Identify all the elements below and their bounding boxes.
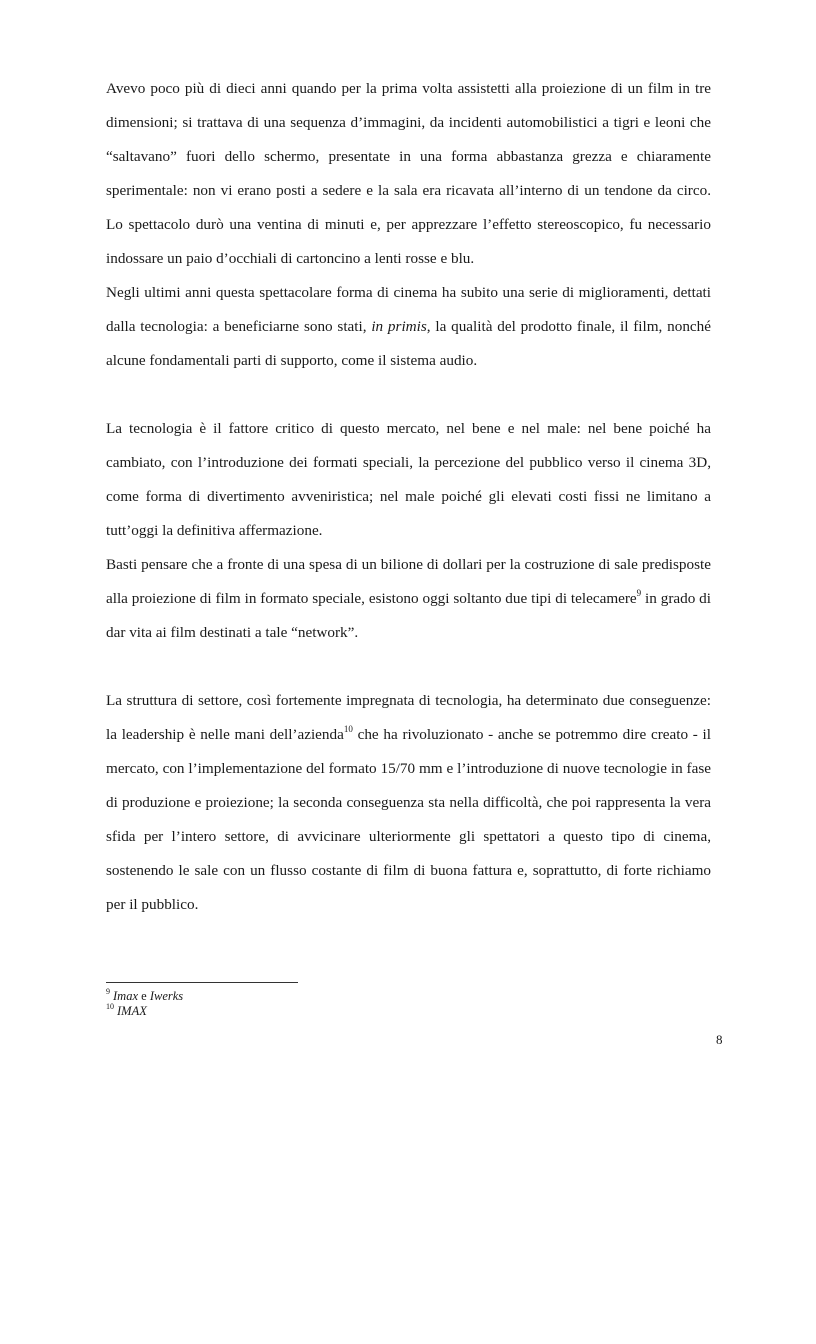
footnote-10	[106, 1001, 711, 1019]
footnote-separator	[106, 982, 298, 983]
footnote-number: 9	[106, 986, 110, 996]
paragraph-cameras-text-end: in grado di dar vita ai film destinati a tale “network”.	[106, 590, 711, 641]
paragraph-technology: La tecnologia è il fattore critico di questo mercato, nel bene e nel male: nel bene poiché ha cambiato, con l’introduzione dei formati speciali, la percezione del pubblico verso il cinema 3D, come forma di divertimento avveniristica; nel male poiché gli elevati costi fissi ne limitano a tutt’oggi la definitiva affermazione.	[106, 420, 711, 539]
footnote-term: Iwerks	[149, 989, 184, 1003]
paragraph-cameras-text-start: Basti pensare che a fronte di una spesa di un bilione di dollari per la costruzione di sale predisposte alla proiezione di film in formato speciale, esistono oggi soltanto due tipi di telecamere	[106, 556, 711, 607]
paragraph-spacer	[106, 378, 711, 412]
page-body	[106, 72, 711, 922]
footnote-term: IMAX	[117, 1004, 147, 1018]
paragraph-spacer	[106, 650, 711, 684]
footnote-number: 10	[106, 1001, 114, 1011]
footnote-joiner: e	[138, 989, 150, 1003]
paragraph-structure-text-end: che ha rivoluzionato - anche se potremmo dire creato - il mercato, con l’implementazione del formato 15/70 mm e l’introduzione di nuove tecnologie in fase di produzione e proiezione; la seconda conseguenza sta nella difficoltà, che poi rappresenta la vera sfida per l’intero settore, di avvicinare ulteriormente gli spettatori a questo tipo di cinema, sostenendo le sale con un flusso costante di film di buona fattura e, soprattutto, di forte richiamo per il pubblico.	[106, 726, 711, 913]
page-number: 8	[716, 1032, 723, 1047]
paragraph-improvements	[106, 276, 711, 378]
paragraph-intro: Avevo poco più di dieci anni quando per la prima volta assistetti alla proiezione di un film in tre dimensioni; si trattava di una sequenza d’immagini, da incidenti automobilistici a tigri e leoni che “saltavano” fuori dello schermo, presentate in una forma abbastanza grezza e chiaramente sperimentale: non vi erano posti a sedere e la sala era ricavata all’interno di un tendone da circo. Lo spettacolo durò una ventina di minuti e, per apprezzare l’effetto stereoscopico, fu necessario indossare un paio d’occhiali di cartoncino a lenti rosse e blu.	[106, 80, 711, 267]
footnotes	[106, 982, 711, 1019]
paragraph-structure-text-start: La struttura di settore, così fortemente impregnata di tecnologia, ha determinato due conseguenze: la leadership è nelle mani dell’azienda	[106, 692, 711, 743]
footnote-ref-9: 9	[636, 587, 642, 598]
paragraph-improvements-text-end: , la qualità del prodotto finale, il film, nonché alcune fondamentali parti di supporto, come il sistema audio.	[106, 318, 711, 369]
footnote-ref-10: 10	[343, 723, 353, 734]
footnote-term: Imax	[113, 989, 138, 1003]
footnote-9	[106, 986, 711, 1004]
paragraph-cameras	[106, 548, 711, 650]
italic-in-primis: in primis	[371, 318, 427, 335]
paragraph-structure	[106, 684, 711, 922]
paragraph-improvements-text-start: Negli ultimi anni questa spettacolare forma di cinema ha subito una serie di miglioramenti, dettati dalla tecnologia: a beneficiarne sono stati,	[106, 284, 711, 335]
